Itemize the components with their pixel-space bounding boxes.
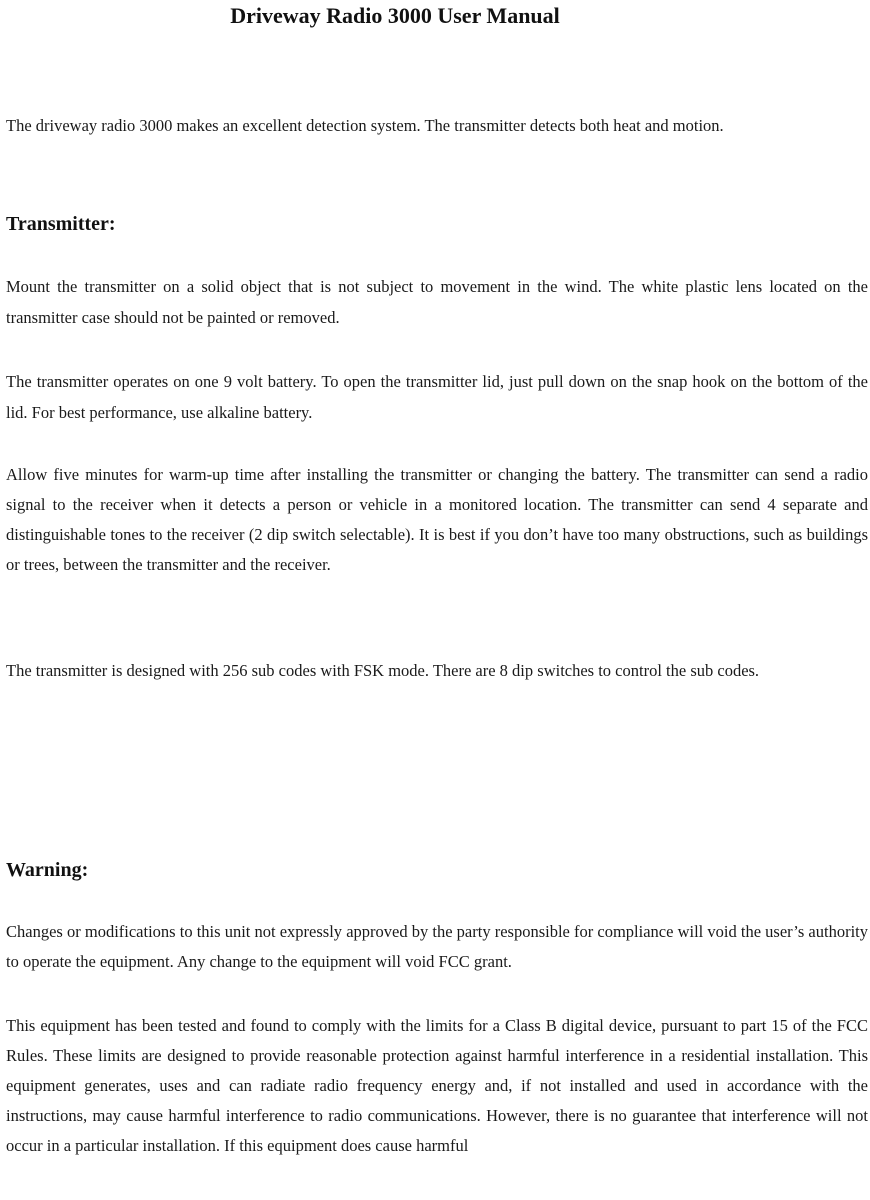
warning-paragraph-fcc: This equipment has been tested and found to comply with the limits for a Class B digital device, pursuant to part 15 of the FCC Rules. These limits are designed to provide reasonable protection against harmful interference in a residential installation. This equipment generates, uses and can radiate radio frequency energy and, if not installed and used in accordance with the instructions, may cause harmful interference to radio communications. However, there is no guarantee that interference will not occur in a particular installation. If this equipment does cause harmful: [6, 1016, 868, 1155]
page-title: Driveway Radio 3000 User Manual: [230, 3, 560, 28]
transmitter-paragraph-mounting: Mount the transmitter on a solid object that is not subject to movement in the wind. The white plastic lens located on the transmitter case should not be painted or removed.: [6, 277, 868, 327]
warning-paragraph-modifications: Changes or modifications to this unit not expressly approved by the party responsible for compliance will void the user’s authority to operate the equipment. Any change to the equipment will void FCC grant.: [6, 922, 868, 971]
transmitter-heading: Transmitter:: [6, 213, 116, 235]
transmitter-paragraph-battery: The transmitter operates on one 9 volt battery. To open the transmitter lid, just pull down on the snap hook on the bottom of the lid. For best performance, use alkaline battery.: [6, 372, 868, 422]
transmitter-paragraph-subcodes: The transmitter is designed with 256 sub codes with FSK mode. There are 8 dip switches to control the sub codes.: [6, 661, 760, 680]
intro-paragraph: The driveway radio 3000 makes an excellent detection system. The transmitter detects both heat and motion.: [6, 116, 724, 135]
warning-heading: Warning:: [6, 859, 89, 881]
transmitter-paragraph-warmup: Allow five minutes for warm-up time after installing the transmitter or changing the battery. The transmitter can send a radio signal to the receiver when it detects a person or vehicle in a monitored location. The transmitter can send 4 separate and distinguishable tones to the receiver (2 dip switch selectable). It is best if you don’t have too many obstructions, such as buildings or trees, between the transmitter and the receiver.: [6, 465, 868, 574]
